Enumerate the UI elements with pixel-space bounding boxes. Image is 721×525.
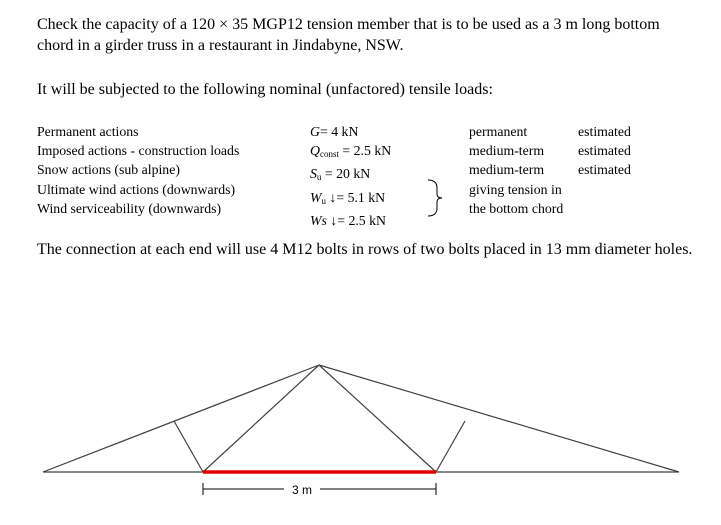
subscript: u (316, 172, 322, 183)
action-snow: Snow actions (sub alpine) (37, 162, 180, 178)
load-value: = 4 kN (319, 124, 359, 139)
duration-wind-note-1: giving tension in (469, 181, 562, 197)
load-value: = 2.5 kN (337, 212, 387, 228)
duration-wind-note-2: the bottom chord (469, 200, 564, 216)
symbol: S (310, 166, 317, 182)
action-wind-serviceability: Wind serviceability (downwards) (37, 200, 222, 216)
truss-top-chords (43, 365, 679, 472)
duration-permanent: permanent (469, 124, 528, 139)
down-arrow-icon: ↓ (330, 212, 338, 228)
loads-intro: It will be subjected to the following nominal (unfactored) tensile loads: (37, 81, 493, 98)
truss-left-webs (174, 365, 319, 472)
down-arrow-icon: ↓ (329, 189, 337, 205)
truss-right-webs (319, 365, 465, 472)
action-imposed: Imposed actions - construction loads (37, 143, 240, 159)
symbol: G (310, 124, 320, 139)
connection-paragraph: The connection at each end will use 4 M12 bolts in rows of two bolts placed in 13 mm diameter holes. (37, 241, 693, 258)
load-value: = 2.5 kN (342, 143, 392, 159)
status-imposed: estimated (578, 143, 631, 159)
dimension-label: 3 m (291, 483, 313, 497)
action-ultimate-wind: Ultimate wind actions (downwards) (37, 181, 236, 197)
status-snow: estimated (578, 162, 631, 178)
subscript: const (319, 149, 339, 160)
intro-paragraph: Check the capacity of a 120 × 35 MGP12 tension member that is to be used as a 3 m long bottom chord in a girder truss in a restaurant in Jindabyne, NSW. (37, 16, 660, 54)
subscript: u (321, 195, 326, 206)
load-value: = 20 kN (324, 166, 371, 182)
duration-snow: medium-term (469, 162, 545, 178)
load-value: = 5.1 kN (336, 189, 386, 205)
status-permanent: estimated (578, 124, 631, 139)
duration-imposed: medium-term (469, 143, 545, 159)
symbol: W (310, 189, 322, 205)
symbol: Q (310, 143, 320, 159)
symbol: Ws (310, 212, 327, 228)
action-permanent: Permanent actions (37, 124, 139, 139)
